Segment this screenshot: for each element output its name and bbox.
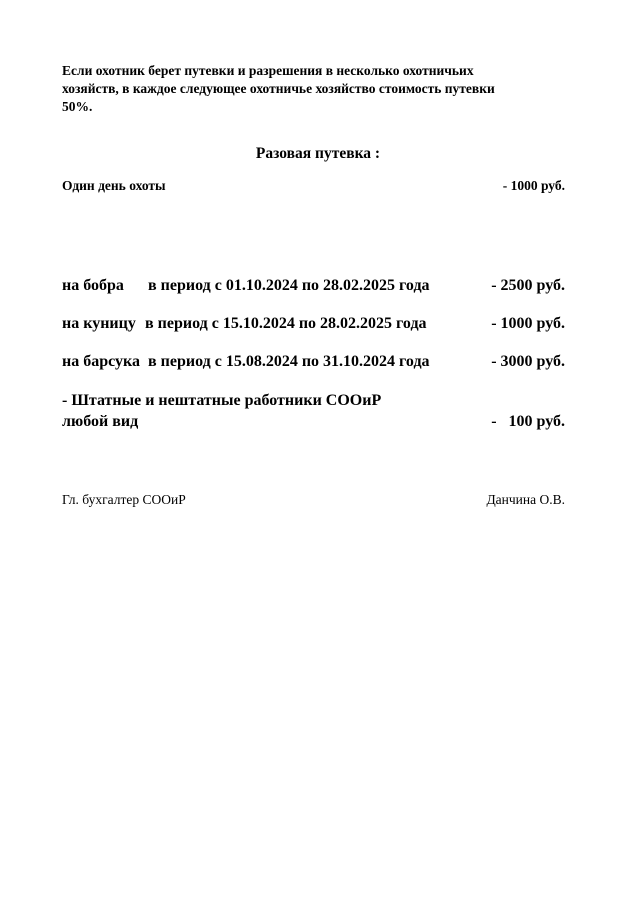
intro-line: 50%. [62, 99, 93, 114]
staff-line: - Штатные и нештатные работники СООиР [62, 392, 382, 409]
rate-animal: на барсука [62, 353, 140, 370]
intro-paragraph [62, 62, 562, 116]
intro-line: Если охотник берет путевки и разрешения в несколько охотничьих [62, 63, 474, 78]
rate-price: - 2500 руб. [491, 277, 565, 294]
rate-price: - 1000 руб. [491, 315, 565, 332]
rate-animal: на куницу [62, 315, 136, 332]
rate-animal: на бобра [62, 277, 124, 294]
staff-line: любой вид [62, 413, 139, 430]
rate-period: в период с 15.10.2024 по 28.02.2025 года [145, 315, 427, 332]
rate-price: - 3000 руб. [491, 353, 565, 370]
rate-period: в период с 15.08.2024 по 31.10.2024 года [148, 353, 430, 370]
one-day-label: Один день охоты [62, 178, 166, 193]
rate-period: в период с 01.10.2024 по 28.02.2025 года [148, 277, 430, 294]
footer-name: Данчина О.В. [486, 492, 565, 507]
staff-price: - 100 руб. [491, 413, 565, 430]
one-day-price: - 1000 руб. [502, 178, 565, 193]
intro-line: хозяйств, в каждое следующее охотничье хозяйство стоимость путевки [62, 81, 495, 96]
footer-position: Гл. бухгалтер СООиР [62, 492, 186, 507]
section-heading: Разовая путевка : [255, 145, 381, 162]
